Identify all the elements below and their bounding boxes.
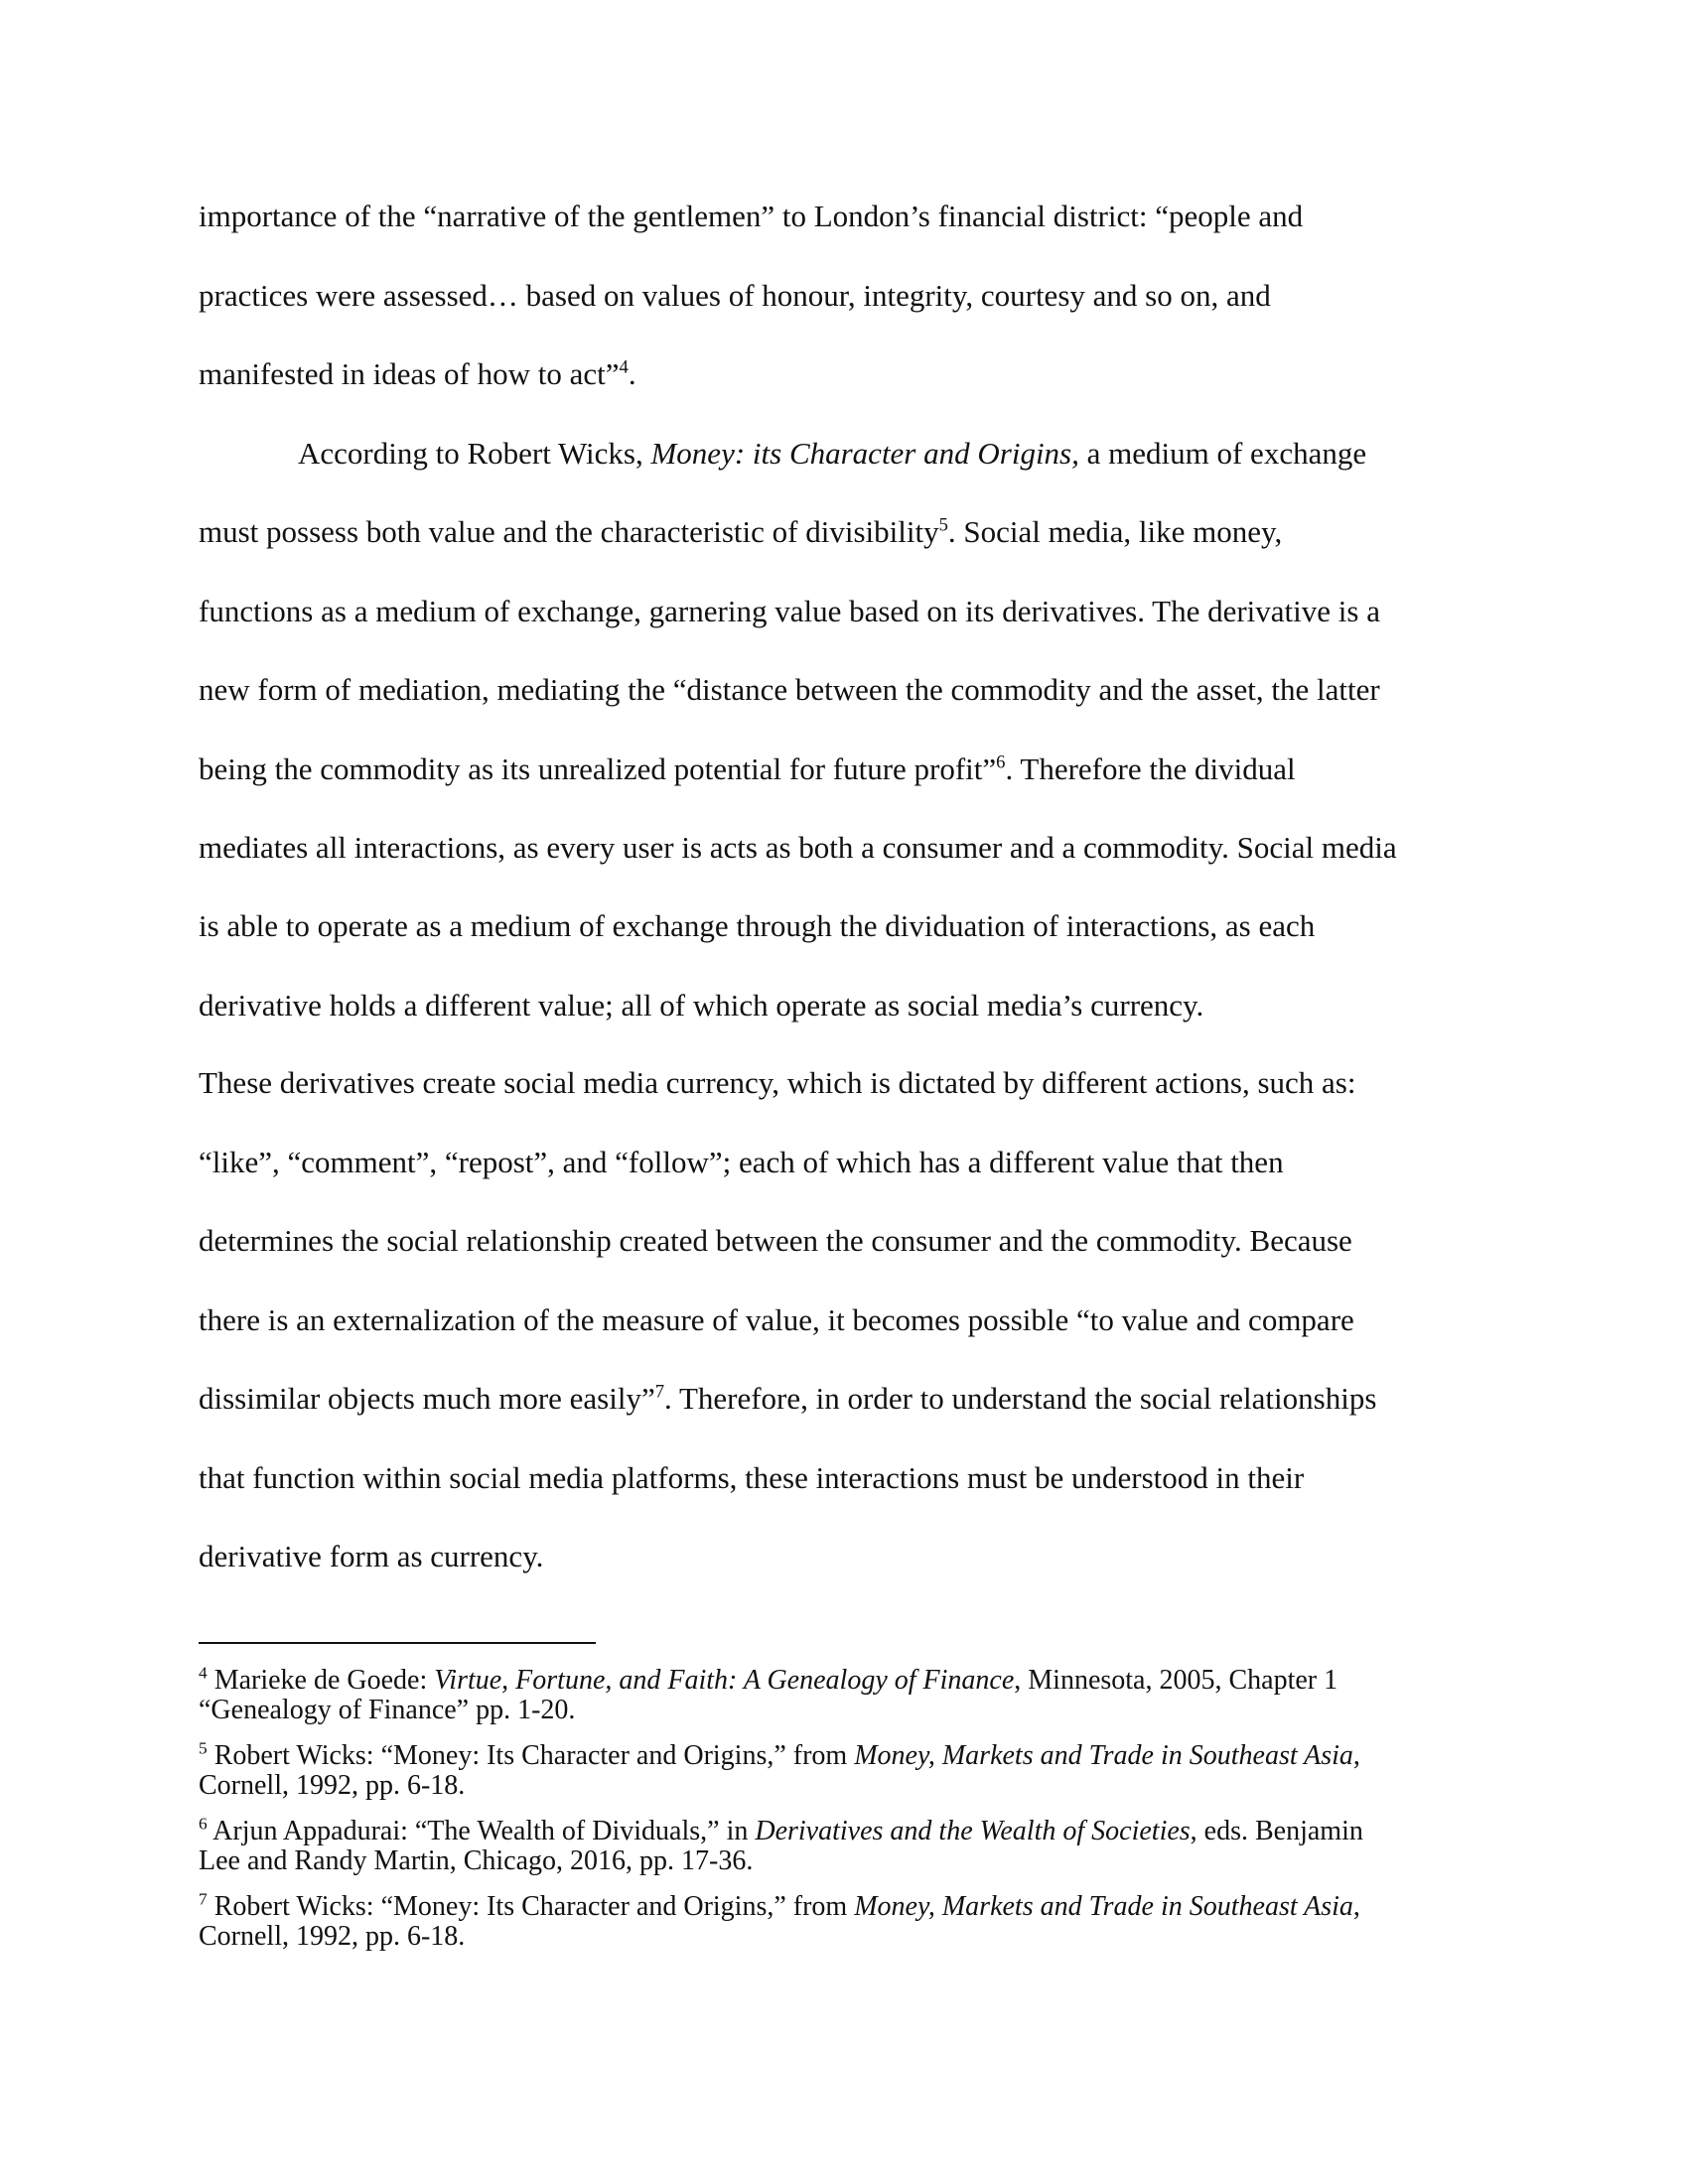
footnote: $^4$ Marieke de Goede: Virtue, Fortune, and Faith: A Genealogy of Finance, Minnesota, 2005, Chapter 1 “Genealogy of Finance” pp. 1-20. [199,1663,1338,1725]
body-line: importance of the “narrative of the gentlemen” to London’s financial district: “people and [199,199,1304,233]
body-line: These derivatives create social media currency, which is dictated by different actions, such as: [199,1065,1356,1100]
footnote-number: 7 [199,1889,208,1909]
footnote-ref: 7 [654,1381,665,1403]
footnote-title: Money, Markets and Trade in Southeast Asia [854,1740,1353,1771]
footnote-title: Virtue, Fortune, and Faith: A Genealogy of Finance [434,1665,1015,1696]
body-line: According to Robert Wicks, Money: its Character and Origins, a medium of exchange [298,436,1367,471]
body-line: new form of mediation, mediating the “distance between the commodity and the asset, the latter [199,672,1380,707]
body-line: practices were assessed… based on values of honour, integrity, courtesy and so on, and [199,278,1271,313]
footnote-separator [199,1642,596,1644]
body-line: dissimilar objects much more easily”$^7$. Therefore, in order to understand the social relationships [199,1381,1377,1416]
body-line: manifested in ideas of how to act”$^4$. [199,356,636,391]
footnote-number: 4 [199,1663,208,1683]
body-line: “like”, “comment”, “repost”, and “follow”; each of which has a different value that then [199,1145,1284,1179]
body-line: is able to operate as a medium of exchange through the dividuation of interactions, as each [199,908,1316,943]
footnote-title: Derivatives and the Wealth of Societies [755,1816,1191,1846]
footnote-ref: 6 [996,751,1006,773]
footnote-ref: 5 [938,514,948,536]
body-line: must possess both value and the characteristic of divisibility$^5$. Social media, like money, [199,514,1283,549]
footnote-number: 5 [199,1738,208,1758]
body-line: derivative form as currency. [199,1539,544,1573]
footnote-title: Money, Markets and Trade in Southeast Asia [854,1891,1353,1922]
body-line: functions as a medium of exchange, garnering value based on its derivatives. The derivative is a [199,594,1380,628]
footnote: $^5$ Robert Wicks: “Money: Its Character and Origins,” from Money, Markets and Trade in Southeast Asia, Cornell, 1992, pp. 6-18. [199,1738,1360,1801]
body-line: derivative holds a different value; all of which operate as social media’s currency. [199,988,1204,1023]
body-line: mediates all interactions, as every user is acts as both a consumer and a commodity. Social media [199,830,1397,865]
footnote: $^6$ Arjun Appadurai: “The Wealth of Dividuals,” in Derivatives and the Wealth of Societies, eds. Benjamin Lee and Randy Martin, Chicago, 2016, pp. 17-36. [199,1814,1363,1876]
book-title: Money: its Character and Origins, [650,436,1079,471]
body-line: there is an externalization of the measure of value, it becomes possible “to value and compare [199,1302,1354,1337]
body-line: determines the social relationship created between the consumer and the commodity. Because [199,1223,1352,1258]
footnote: $^7$ Robert Wicks: “Money: Its Character and Origins,” from Money, Markets and Trade in Southeast Asia, Cornell, 1992, pp. 6-18. [199,1889,1360,1952]
footnote-number: 6 [199,1814,208,1834]
body-line: being the commodity as its unrealized potential for future profit”$^6$. Therefore the dividual [199,751,1296,786]
footnote-ref: 4 [619,356,629,378]
body-line: that function within social media platforms, these interactions must be understood in their [199,1460,1305,1495]
